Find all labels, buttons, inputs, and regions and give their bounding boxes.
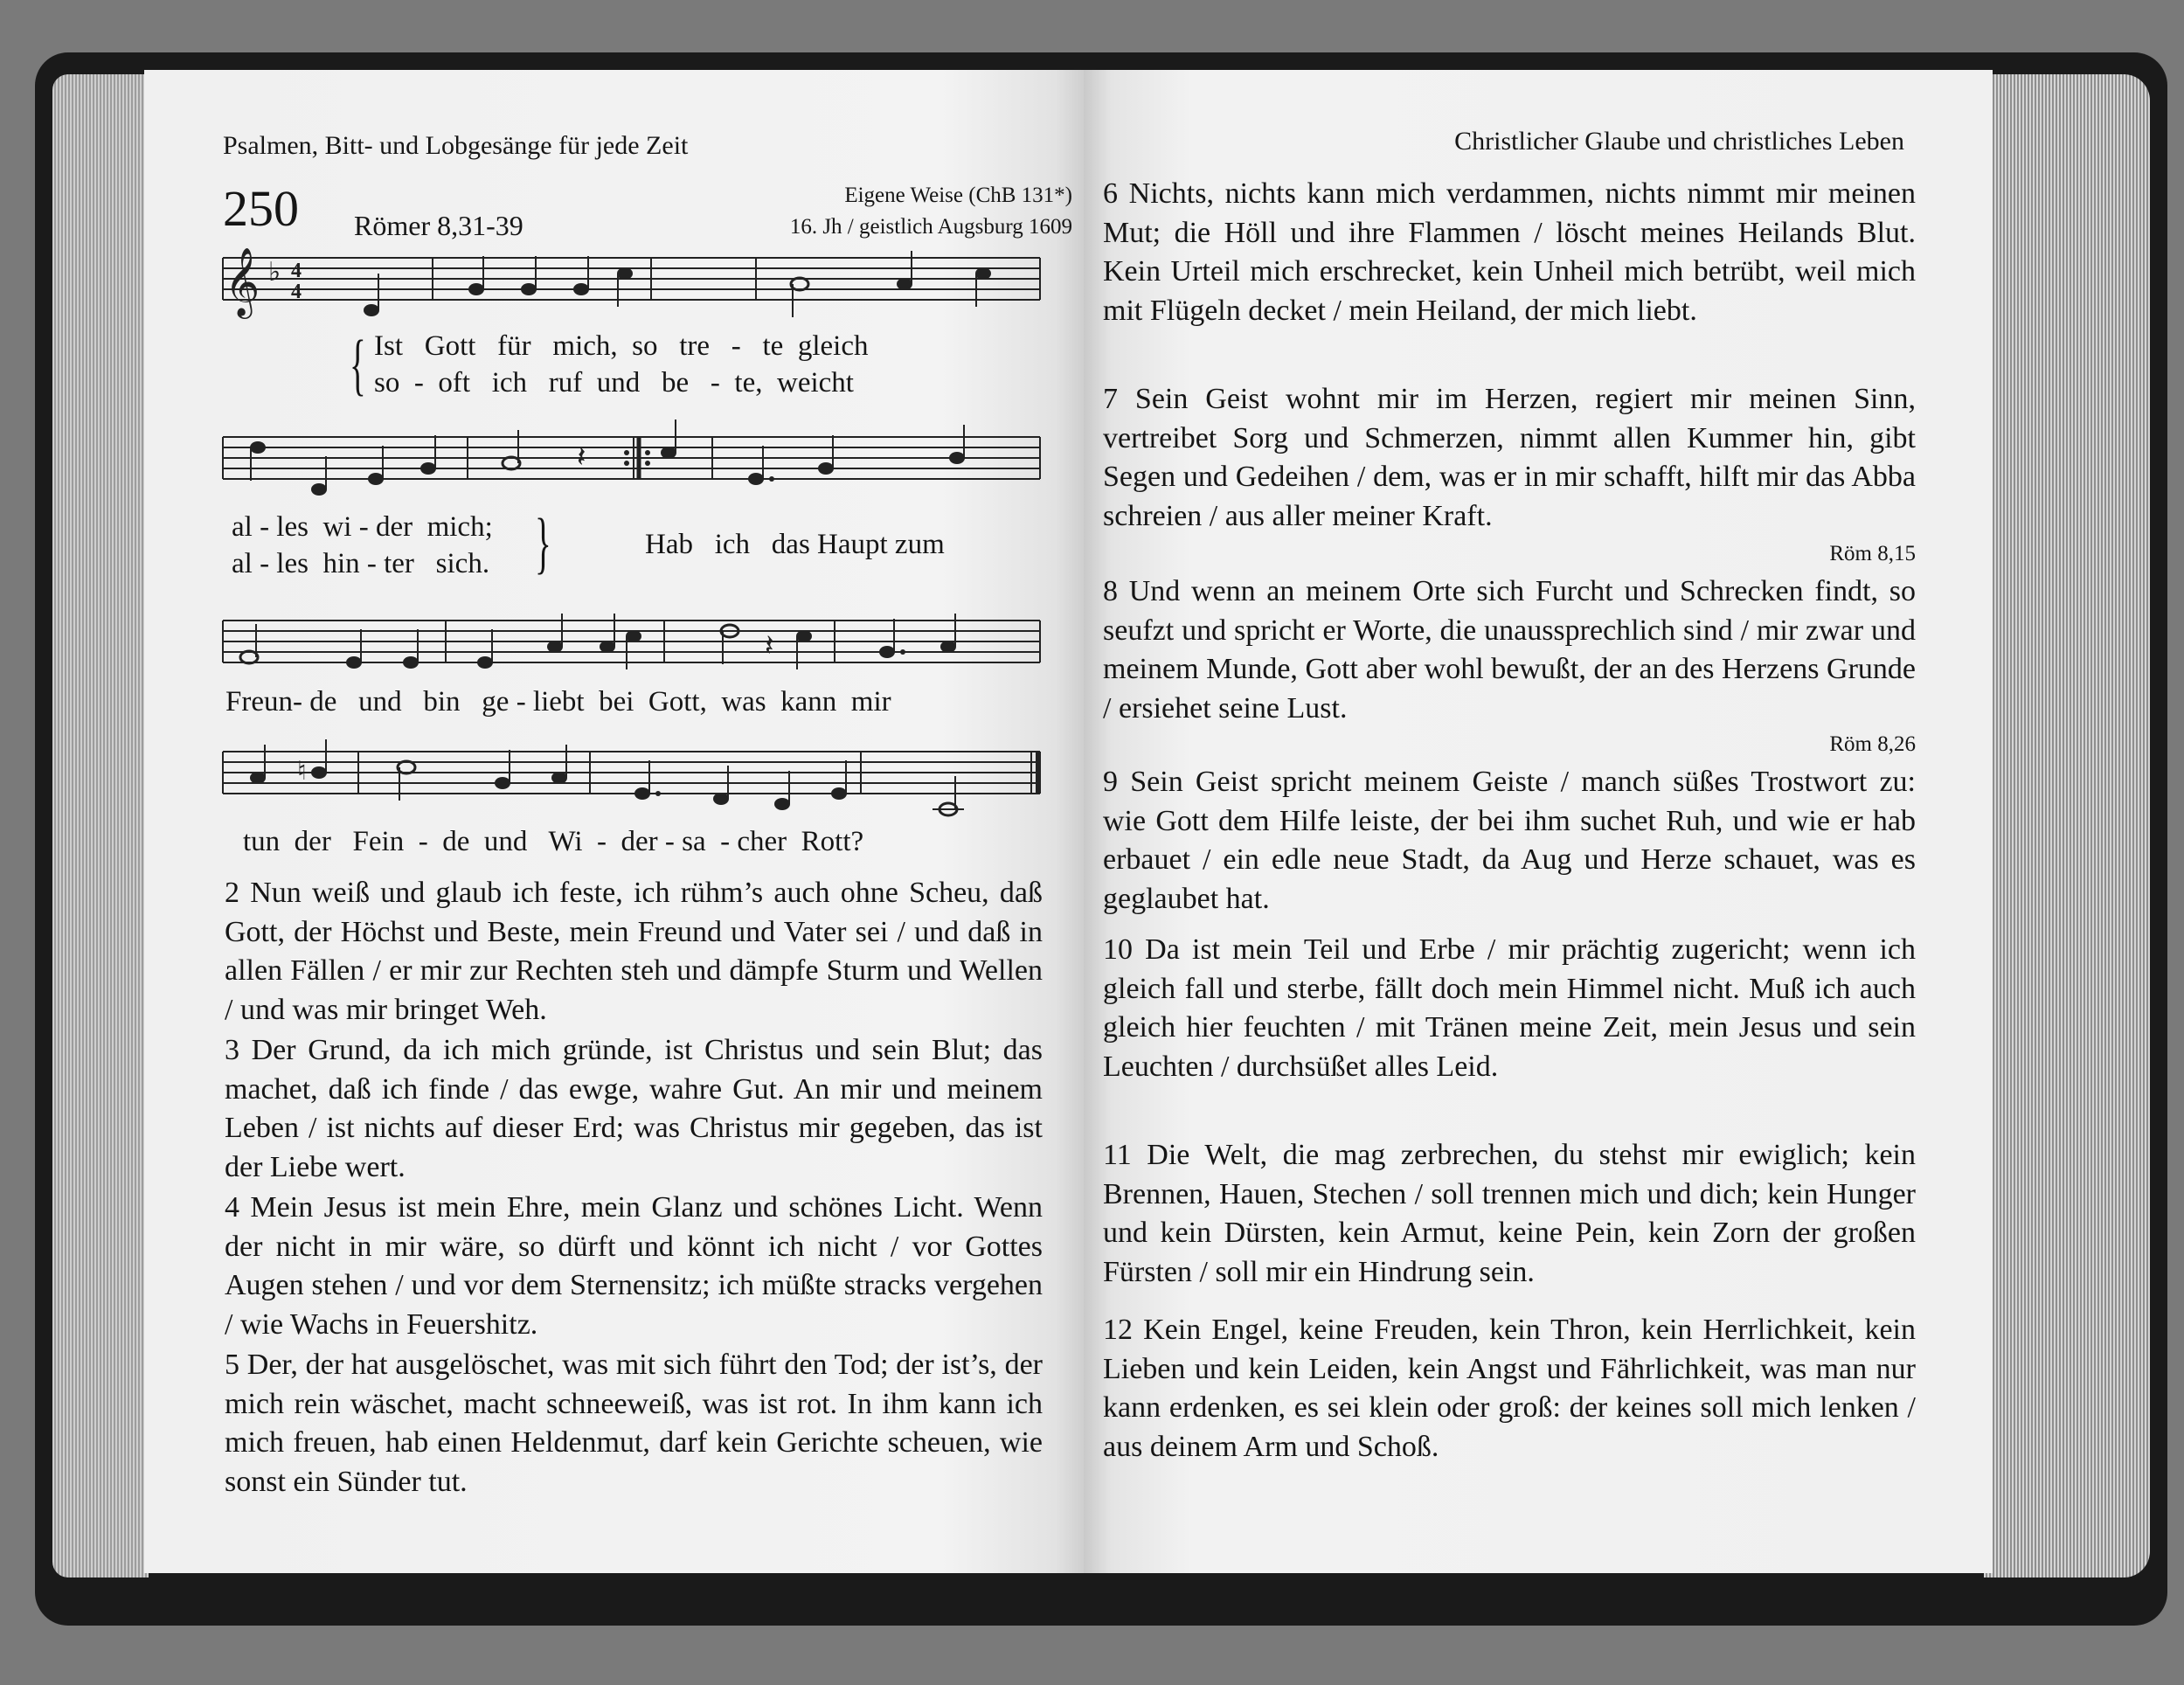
svg-text:𝄞: 𝄞 — [225, 248, 260, 315]
lyric-line-2c: Hab ich das Haupt zum — [645, 529, 945, 560]
music-staff-2 — [223, 428, 1044, 507]
hymn-number: 250 — [223, 180, 299, 237]
running-head-left: Psalmen, Bitt- und Lobgesänge für jede Zeit — [223, 131, 689, 160]
verse-10: 10 Da ist mein Teil und Erbe / mir prächtig zugericht; wenn ich gleich fall und sterbe, fällt doch mein Himmel nicht. Muß ich auch gleich hier feuchten / mit Tränen meine Zeit, mein Jesus und sein Leuchten / durchsüßet alles Leid. — [1103, 933, 1916, 1083]
bible-ref-rom-8-15: Röm 8,15 — [1829, 542, 1916, 565]
svg-text:4: 4 — [291, 260, 302, 282]
page-edges-right — [1984, 74, 2150, 1578]
verse-5: 5 Der, der hat ausgelöschet, was mit sich führt den Tod; der ist’s, der mich rein wäschet, macht schneeweiß, was ist rot. In ihm kann ich mich freuen, hab einen Heldenmut, darf kein Gerichte scheuen, wie sonst ein Sünder tut. — [225, 1349, 1043, 1498]
svg-text:𝄽: 𝄽 — [765, 630, 774, 662]
music-staff-4 — [223, 743, 1044, 826]
lyric-brace-open: { — [350, 326, 366, 402]
lyric-brace-close: } — [535, 504, 551, 580]
verse-11: 11 Die Welt, die mag zerbrechen, du stehst mir ewiglich; kein Brennen, Hauen, Stechen / soll trennen mich und dich; kein Hunger und kein Dürsten, kein Armut, keine Pein, kein Zorn der großen Fürsten / soll mir ein Hindrung sein. — [1103, 1139, 1916, 1288]
tune-name: Eigene Weise (ChB 131*) — [844, 184, 1072, 207]
verse-6: 6 Nichts, nichts kann mich verdammen, nichts nimmt mir meinen Mut; die Höll und ihre Flammen / löscht meines Heilands Blut. Kein Urteil mich erschrecket, kein Unheil mich betrübt, weil mich mit Flügeln decket / mein Heiland, der mich liebt. — [1103, 177, 1916, 327]
svg-text:♮: ♮ — [297, 757, 307, 786]
svg-text:𝄽: 𝄽 — [577, 441, 586, 474]
lyric-line-1a: Ist Gott für mich, so tre - te gleich — [374, 330, 869, 362]
verse-12: 12 Kein Engel, keine Freuden, kein Thron, kein Herrlichkeit, kein Lieben und kein Leiden, kein Angst und Fährlichkeit, was man nur kann erdenken, es sei klein oder groß: der keines soll mich lenken / aus deinem Arm und Schoß. — [1103, 1314, 1916, 1463]
lyric-line-3: Freun- de und bin ge - liebt bei Gott, was kann mir — [225, 686, 891, 718]
verse-7: 7 Sein Geist wohnt mir im Herzen, regiert mir meinen Sinn, vertreibet Sorg und Schmerzen, nimmt allen Kummer hin, gibt Segen und Gedeihen / dem, was er in mir schafft, hilft mir das Abba schreien / aus aller meiner Kraft. — [1103, 383, 1916, 532]
lyric-line-4: tun der Fein - de und Wi - der - sa - cher Rott? — [243, 826, 864, 857]
verse-2: 2 Nun weiß und glaub ich feste, ich rühm’s auch ohne Scheu, daß Gott, der Höchst und Beste, mein Freund und Vater sei / und daß in allen Fällen / er mir zur Rechten steh und dämpfe Sturm und Wellen / und was mir bringet Weh. — [225, 877, 1043, 1026]
lyric-line-2a: al - les wi - der mich; — [232, 511, 493, 543]
svg-text:♭: ♭ — [268, 258, 281, 287]
page-edges-left — [52, 74, 149, 1578]
hymn-origin: 16. Jh / geistlich Augsburg 1609 — [789, 215, 1072, 239]
lyric-line-2b: al - les hin - ter sich. — [232, 548, 490, 579]
lyric-line-1b: so - oft ich ruf und be - te, weicht — [374, 367, 854, 399]
verse-9: 9 Sein Geist spricht meinem Geiste / manch süßes Trostwort zu: wie Gott dem Hilfe leiste, der bei ihm suchet Ruh, und wie er hab erbauet / ein edle neue Stadt, da Aug und Herze schauet, was es geglaubet hat. — [1103, 766, 1916, 915]
verse-4: 4 Mein Jesus ist mein Ehre, mein Glanz und schönes Licht. Wenn der nicht in mir wäre, so dürft und könnt ich nicht / vor Gottes Augen stehen / und vor dem Sternensitz; ich müßte stracks vergehen / wie Wachs in Feuershitz. — [225, 1191, 1043, 1341]
music-staff-3 — [223, 612, 1044, 690]
svg-text:4: 4 — [291, 281, 302, 303]
music-staff-1 — [223, 249, 1044, 328]
bible-ref-rom-8-26: Röm 8,26 — [1829, 732, 1916, 756]
verse-8: 8 Und wenn an meinem Orte sich Furcht und Schrecken findt, so seufzt und spricht er Worte, die unaussprechlich sind / mir zwar und meinem Munde, Gott aber wohl bewußt, der an des Herzens Grunde / ersiehet seine Lust. — [1103, 575, 1916, 725]
scripture-reference: Römer 8,31-39 — [354, 210, 523, 241]
running-head-right: Christlicher Glaube und christliches Leben — [1454, 127, 1904, 156]
verse-3: 3 Der Grund, da ich mich gründe, ist Christus und sein Blut; das machet, daß ich finde / das ewge, wahre Gut. An mir und meinem Leben / ist nichts auf dieser Erd; was Christus mir gegeben, das ist der Liebe wert. — [225, 1034, 1043, 1183]
